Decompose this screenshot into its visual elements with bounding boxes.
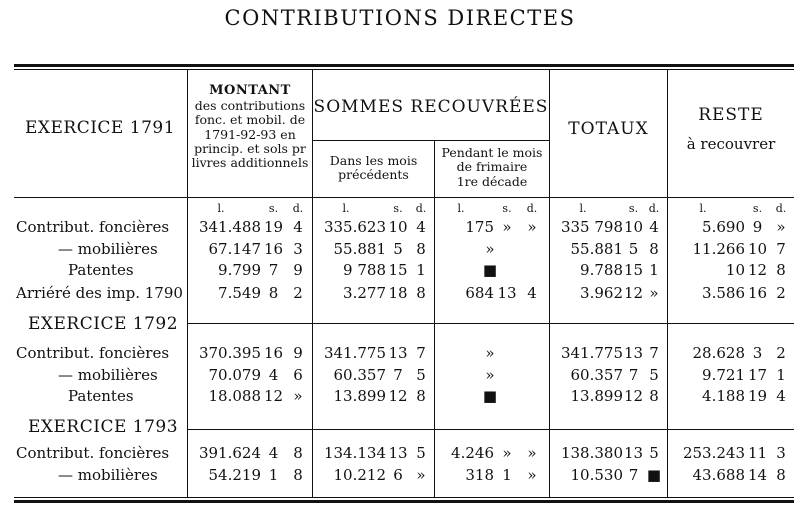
unit-l: l. <box>217 202 225 215</box>
cell-m-s: 8 <box>268 284 279 302</box>
cell-r-l: 3.586 <box>702 284 745 302</box>
top-rule-thin <box>14 69 794 70</box>
cell-f-mark: » <box>485 240 495 258</box>
cell-m-l: 54.219 <box>208 466 261 484</box>
cell-m-l: 9.799 <box>218 261 261 279</box>
cell-m-d: » <box>293 387 303 405</box>
cell-r-d: 8 <box>776 466 786 484</box>
cell-p-l: 335.623 <box>323 218 386 236</box>
cell-r-l: 253.243 <box>682 444 745 462</box>
row-label: Contribut. foncières <box>16 218 170 236</box>
cell-r-s: 17 <box>747 366 768 384</box>
cell-t-d: 1 <box>649 261 659 279</box>
cell-m-s: 7 <box>268 261 279 279</box>
montant-line-3: 1791-92-93 en <box>204 126 296 142</box>
row-label: — mobilières <box>58 466 158 484</box>
ex1792-rule <box>188 323 794 324</box>
cell-t-s: 13 <box>623 444 644 462</box>
cell-r-s: 19 <box>747 387 768 405</box>
cell-f-s: » <box>502 444 512 462</box>
cell-f-s: 13 <box>497 284 517 302</box>
row-label: — mobilières <box>58 240 158 258</box>
cell-m-l: 67.147 <box>208 240 261 258</box>
cell-p-s: 6 <box>393 466 403 484</box>
unit-d: d. <box>775 202 787 215</box>
cell-m-s: 19 <box>263 218 284 236</box>
cell-f-d: » <box>527 466 537 484</box>
cell-t-s: 15 <box>623 261 644 279</box>
cell-f-l: 318 <box>465 466 494 484</box>
reste-line-1: à recouvrer <box>686 134 776 153</box>
cell-m-l: 7.549 <box>218 284 261 302</box>
cell-p-s: 13 <box>388 444 408 462</box>
cell-t-s: 7 <box>628 466 639 484</box>
cell-t-s: 10 <box>623 218 644 236</box>
cell-m-l: 341.488 <box>198 218 261 236</box>
cell-f-s: 1 <box>502 466 512 484</box>
cell-f-mark: » <box>485 366 495 384</box>
cell-f-d: » <box>527 444 537 462</box>
cell-r-s: 12 <box>747 261 768 279</box>
cell-r-s: 14 <box>747 466 768 484</box>
cell-m-s: 16 <box>263 240 284 258</box>
cell-t-l: 335 798 <box>560 218 623 236</box>
cell-m-d: 6 <box>293 366 303 384</box>
row-label: Contribut. foncières <box>16 344 170 362</box>
montant-line-4: princip. et sols pr <box>194 141 306 157</box>
cell-p-s: 18 <box>388 284 408 302</box>
unit-d: d. <box>648 202 660 215</box>
unit-l: l. <box>457 202 465 215</box>
montant-line-2: fonc. et mobil. de <box>194 112 306 128</box>
cell-m-d: 2 <box>293 284 303 302</box>
cell-r-l: 28.628 <box>692 344 745 362</box>
page-title: CONTRIBUTIONS DIRECTES <box>224 6 576 30</box>
unit-d: d. <box>292 202 304 215</box>
cell-p-d: 8 <box>416 387 426 405</box>
cell-r-s: 10 <box>747 240 768 258</box>
sommes-underline <box>313 140 549 141</box>
ex1793-rule <box>188 429 794 430</box>
cell-p-s: 10 <box>388 218 408 236</box>
bottom-rule-thin <box>14 497 794 498</box>
cell-p-d: » <box>416 466 426 484</box>
montant-line-5: livres additionnels <box>191 155 309 171</box>
top-rule <box>14 64 794 67</box>
cell-t-l: 10.530 <box>570 466 623 484</box>
cell-p-l: 55.881 <box>333 240 386 258</box>
cell-p-d: 4 <box>416 218 426 236</box>
cell-t-l: 60.357 <box>570 366 623 384</box>
unit-s: s. <box>268 202 279 215</box>
cell-t-s: 5 <box>628 240 639 258</box>
bottom-rule <box>14 500 794 503</box>
cell-t-s: 7 <box>628 366 639 384</box>
frimaire-line-1: de frimaire <box>456 159 528 175</box>
cell-p-d: 7 <box>416 344 426 362</box>
cell-f-mark: ■ <box>482 261 498 279</box>
header-bottom-rule <box>14 197 794 198</box>
cell-m-l: 70.079 <box>208 366 261 384</box>
cell-m-d: 9 <box>293 344 303 362</box>
cell-r-d: » <box>776 218 786 236</box>
cell-r-l: 4.188 <box>702 387 745 405</box>
cell-r-l: 9.721 <box>702 366 745 384</box>
cell-r-l: 5.690 <box>702 218 745 236</box>
section-heading: EXERCICE 1793 <box>28 417 179 437</box>
row-label: Patentes <box>68 387 134 405</box>
cell-t-l: 3.962 <box>580 284 623 302</box>
cell-r-d: 2 <box>776 344 786 362</box>
row-label: Contribut. foncières <box>16 444 170 462</box>
cell-p-d: 1 <box>416 261 426 279</box>
cell-t-l: 9.788 <box>580 261 623 279</box>
cell-t-s: 12 <box>623 387 644 405</box>
cell-r-s: 16 <box>747 284 768 302</box>
header-frimaire <box>435 146 549 189</box>
cell-p-s: 5 <box>393 240 403 258</box>
unit-s: s. <box>752 202 763 215</box>
cell-r-s: 9 <box>752 218 763 236</box>
cell-r-d: 1 <box>776 366 786 384</box>
cell-m-s: 12 <box>263 387 284 405</box>
cell-m-d: 3 <box>293 240 303 258</box>
montant-line-1: des contributions <box>194 97 306 113</box>
cell-m-d: 8 <box>293 444 303 462</box>
header-montant <box>190 84 310 171</box>
cell-r-s: 3 <box>752 344 763 362</box>
cell-m-d: 8 <box>293 466 303 484</box>
section-heading: EXERCICE 1792 <box>28 314 179 334</box>
cell-p-s: 13 <box>388 344 408 362</box>
cell-p-l: 134.134 <box>323 444 386 462</box>
cell-p-s: 15 <box>388 261 408 279</box>
header-reste <box>668 106 794 153</box>
cell-p-l: 10.212 <box>333 466 386 484</box>
mois-line-1: précédents <box>338 167 409 183</box>
unit-d: d. <box>415 202 427 215</box>
header-exercice: EXERCICE 1791 <box>24 118 176 138</box>
cell-p-l: 341.775 <box>323 344 386 362</box>
unit-s: s. <box>628 202 639 215</box>
cell-r-l: 43.688 <box>692 466 745 484</box>
cell-t-d: 7 <box>649 344 659 362</box>
cell-m-s: 16 <box>263 344 284 362</box>
reste-line-0: RESTE <box>698 105 764 125</box>
cell-p-d: 8 <box>416 284 426 302</box>
cell-p-d: 5 <box>416 444 426 462</box>
cell-t-l: 341.775 <box>560 344 623 362</box>
row-label: — mobilières <box>58 366 158 384</box>
row-label: Arriéré des imp. 1790 <box>16 284 183 302</box>
mois-line-0: Dans les mois <box>329 153 418 168</box>
unit-l: l. <box>579 202 587 215</box>
unit-d: d. <box>526 202 538 215</box>
cell-r-s: 11 <box>747 444 768 462</box>
unit-s: s. <box>393 202 403 215</box>
cell-p-l: 60.357 <box>333 366 386 384</box>
cell-f-l: 4.246 <box>451 444 494 462</box>
cell-p-d: 5 <box>416 366 426 384</box>
cell-m-d: 9 <box>293 261 303 279</box>
col-rule-2 <box>312 69 313 497</box>
cell-m-l: 391.624 <box>198 444 261 462</box>
frimaire-line-0: Pendant le mois <box>441 145 543 160</box>
cell-t-s: 13 <box>623 344 644 362</box>
cell-r-l: 11.266 <box>692 240 745 258</box>
cell-r-d: 7 <box>776 240 786 258</box>
cell-r-d: 3 <box>776 444 786 462</box>
col-rule-3 <box>434 140 435 497</box>
cell-t-d: » <box>649 284 659 302</box>
unit-l: l. <box>699 202 707 215</box>
cell-t-s: 12 <box>623 284 644 302</box>
header-mois-precedents <box>313 154 434 183</box>
cell-p-l: 9 788 <box>343 261 386 279</box>
cell-f-l: 684 <box>465 284 494 302</box>
cell-t-d: 8 <box>649 387 659 405</box>
cell-f-d: 4 <box>527 284 537 302</box>
cell-m-l: 370.395 <box>198 344 261 362</box>
header-totaux: TOTAUX <box>568 119 649 139</box>
cell-p-s: 12 <box>388 387 408 405</box>
cell-t-l: 138.380 <box>560 444 623 462</box>
cell-f-mark: » <box>485 344 495 362</box>
cell-r-l: 10 <box>725 261 745 279</box>
cell-r-d: 2 <box>776 284 786 302</box>
unit-l: l. <box>342 202 350 215</box>
cell-f-mark: ■ <box>482 387 498 405</box>
cell-p-l: 13.899 <box>333 387 386 405</box>
cell-f-s: » <box>502 218 512 236</box>
cell-r-d: 4 <box>776 387 786 405</box>
cell-r-d: 8 <box>776 261 786 279</box>
cell-t-l: 55.881 <box>570 240 623 258</box>
cell-p-d: 8 <box>416 240 426 258</box>
cell-t-d: ■ <box>646 466 662 484</box>
header-sommes: SOMMES RECOUVRÉES <box>313 97 549 117</box>
unit-s: s. <box>502 202 512 215</box>
cell-m-s: 1 <box>268 466 279 484</box>
cell-p-s: 7 <box>393 366 403 384</box>
cell-m-s: 4 <box>268 444 279 462</box>
frimaire-line-2: 1re décade <box>456 173 528 189</box>
cell-t-d: 4 <box>649 218 659 236</box>
cell-p-l: 3.277 <box>343 284 386 302</box>
cell-t-l: 13.899 <box>570 387 623 405</box>
cell-t-d: 5 <box>649 444 659 462</box>
cell-m-d: 4 <box>293 218 303 236</box>
row-label: Patentes <box>68 261 134 279</box>
cell-f-l: 175 <box>465 218 494 236</box>
cell-m-s: 4 <box>268 366 279 384</box>
cell-t-d: 8 <box>649 240 659 258</box>
cell-m-l: 18.088 <box>208 387 261 405</box>
cell-f-d: » <box>527 218 537 236</box>
cell-t-d: 5 <box>649 366 659 384</box>
montant-line-0: MONTANT <box>209 83 291 98</box>
